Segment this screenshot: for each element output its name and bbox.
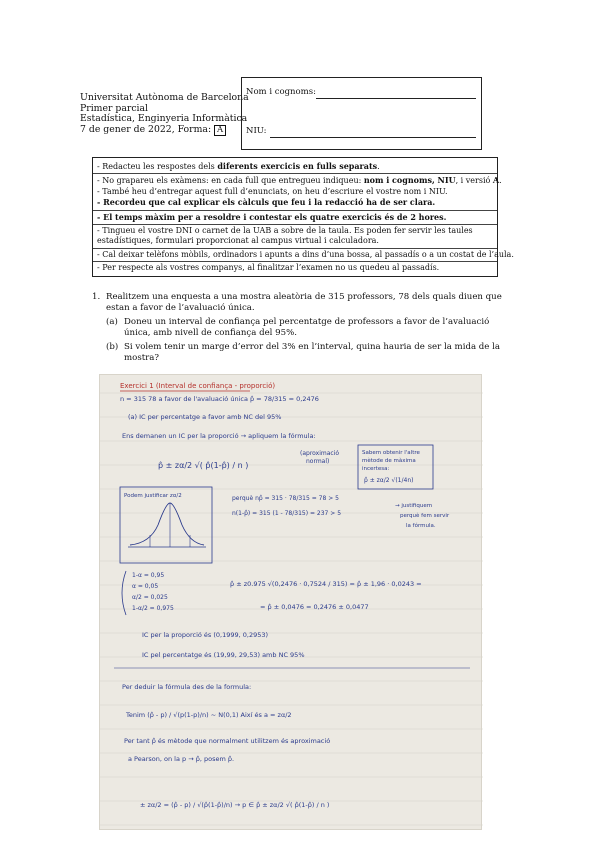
hw-box-line-3: incertesa: [362,466,390,472]
hw-ci-percentage: IC pel percentatge és (19,99, 29,53) amb NC 95% [142,651,305,659]
instruction-2: - No grapareu els exàmens: en cada full que entregueu indiqueu: nom i cognoms, NIU, i versió A. [97,175,502,186]
instruction-4: - Recordeu que cal explicar els càlculs que feu i la redacció ha de ser clara. [97,197,436,208]
hw-alpha-3: α/2 = 0,025 [132,594,168,601]
niu-label: NIU: [246,126,267,136]
instruction-8: - Per respecte als vostres companys, al finalitzar l’examen no us quedeu al passadís. [97,263,440,273]
hw-box-formula: p̂ ± zα/2 √(1/4n) [364,477,414,484]
hw-condition-1: perquè np̂ = 315 · 78/315 = 78 > 5 [232,495,339,502]
niu-field[interactable] [270,137,476,138]
exam-title: Primer parcial [80,102,149,114]
name-field[interactable] [316,98,476,99]
hw-ci-proportion: IC per la proporció és (0,1999, 0,2953) [142,631,269,639]
hw-approx: (aproximació [300,450,340,457]
handwritten-solution-photo [99,374,482,830]
question-text: Realitzem una enquesta a una mostra aleatòria de 315 professors, 78 dels quals diuen que estan a favor de l’avaluació única. [106,292,502,313]
instruction-7: - Cal deixar telèfons mòbils, ordinadors i apunts a dins d’una bossa, al passadís o a un costat de l’aula. [97,249,514,259]
university-name: Universitat Autònoma de Barcelona [80,92,249,103]
hw-derivation-4: a Pearson, on la p → p̂, posem p̂. [128,755,235,763]
handwritten-notes [100,375,483,831]
hw-derivation-1: Per deduir la fórmula des de la formula: [122,683,252,691]
course-name: Estadística, Enginyeria Informàtica [80,113,248,125]
hw-alpha-4: 1-α/2 = 0,975 [132,605,174,612]
hw-condition-5: la fórmula. [406,523,436,529]
hw-formula-1: p̂ ± zα/2 √( p̂(1-p̂) / n ) [158,461,249,470]
question-number: 1. [92,292,101,302]
instruction-5: - El temps màxim per a resoldre i contestar els quatre exercicis és de 2 hores. [97,211,447,222]
hw-derivation-2: Tenim (p̂ - p) / √(p(1-p)/n) ~ N(0,1) Així és a = zα/2 [126,711,292,719]
question-1 [92,292,502,364]
exam-header [80,93,249,136]
hw-box-line-1: Sabem obtenir l'altre [362,450,420,456]
hw-approx-2: normal) [306,458,330,465]
exam-date-form: 7 de gener de 2022, Forma: A [80,125,249,136]
hw-alpha-1: 1-α = 0,95 [132,572,165,579]
hw-title: Exercici 1 (Interval de confiança - proporció) [120,382,276,390]
question-item-a: (a) Doneu un interval de confiança pel percentatge de professors a favor de l’avaluació única, amb nivell de confiança del 95%. [106,317,490,338]
student-info-box [241,77,482,150]
form-letter-box: A [214,125,226,136]
hw-graph-title: Podem justificar zα/2 [124,493,182,499]
question-item-b: (b) Si volem tenir un marge d’error del 3% en l’interval, quina hauria de ser la mida de la mostra? [106,342,500,363]
hw-formula-2: p̂ ± z0.975 √(0,2476 · 0,7524 / 315) = p̂ ± 1,96 · 0,0243 = [230,580,422,588]
hw-box-line-2: mètode de màxima [362,458,416,464]
instruction-1: - Redacteu les respostes dels diferents exercicis en fulls separats. [97,161,380,171]
hw-line-intro: Ens demanen un IC per la proporció → apliquem la fórmula: [122,432,316,440]
hw-condition-2: n(1-p̂) = 315 (1 - 78/315) = 237 > 5 [232,510,342,517]
hw-derivation-3: Per tant p̂ és mètode que normalment utilitzem és aproximació [124,737,331,745]
name-label: Nom i cognoms: [246,87,316,97]
hw-line-data: n = 315 78 a favor de l'avaluació única p̂ = 78/315 = 0,2476 [120,395,319,403]
hw-condition-3: → justifiquem [395,503,433,509]
instruction-3: - També heu d’entregar aquest full d’enunciats, on heu d’escriure el vostre nom i NIU. [97,186,448,196]
instructions-box [92,157,514,277]
hw-condition-4: perquè fem servir [400,513,450,519]
instruction-6: - Tingueu el vostre DNI o carnet de la UAB a sobre de la taula. Es poden fer servir les taules estadístiques, formulari proporcionat al campus virtual i calculadora. [97,226,473,246]
hw-alpha-2: α = 0,05 [132,583,159,590]
hw-line-part-a: (a) IC per percentatge a favor amb NC del 95% [128,413,282,421]
hw-derivation-5: ± zα/2 = (p̂ - p) / √(p̂(1-p̂)/n) → p ∈ p̂ ± zα/2 √( p̂(1-p̂) / n ) [140,801,330,809]
hw-formula-3: = p̂ ± 0,0476 = 0,2476 ± 0,0477 [260,603,369,611]
